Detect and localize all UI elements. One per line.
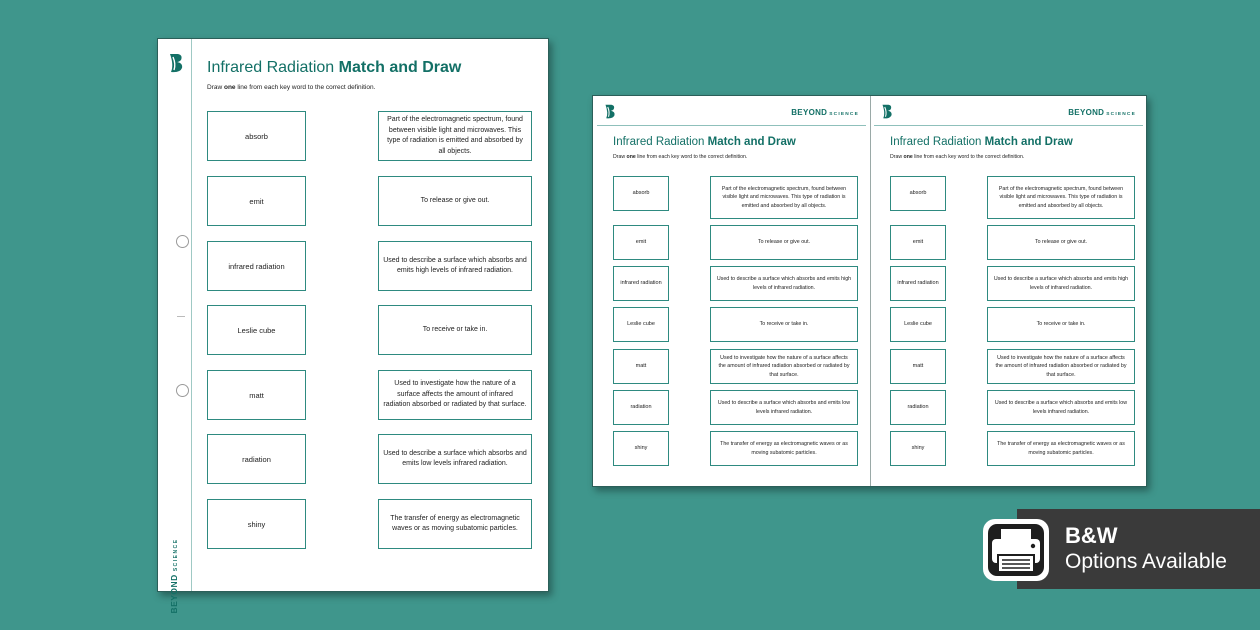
definition-box: The transfer of energy as electromagnetic waves or as moving subatomic particles. xyxy=(987,431,1135,466)
definition-box: Used to describe a surface which absorbs and emits high levels of infrared radiation. xyxy=(378,241,532,291)
punch-hole xyxy=(176,235,189,248)
header-rule xyxy=(874,125,1143,126)
keyword-box: emit xyxy=(207,176,306,226)
banner-title: B&W xyxy=(1065,523,1118,548)
definition-box: Used to describe a surface which absorbs and emits low levels infrared radiation. xyxy=(378,434,532,484)
definition-box: Used to describe a surface which absorbs and emits high levels of infrared radiation. xyxy=(710,266,858,301)
keyword-box: emit xyxy=(890,225,946,260)
keyword-box: absorb xyxy=(613,176,669,211)
definition-box: Used to describe a surface which absorbs and emits low levels infrared radiation. xyxy=(987,390,1135,425)
definition-box: Used to describe a surface which absorbs and emits high levels of infrared radiation. xyxy=(987,266,1135,301)
keyword-box: radiation xyxy=(207,434,306,484)
keyword-box: infrared radiation xyxy=(207,241,306,291)
keyword-box: matt xyxy=(890,349,946,384)
keyword-box: shiny xyxy=(613,431,669,466)
keyword-box: infrared radiation xyxy=(890,266,946,301)
punch-mark xyxy=(177,316,185,317)
definition-box: Part of the electromagnetic spectrum, found between visible light and microwaves. This type of radiation is emitted and absorbed by all objects. xyxy=(987,176,1135,219)
banner-subtitle: Options Available xyxy=(1065,550,1227,573)
definition-box: Used to investigate how the nature of a surface affects the amount of infrared radiation absorbed or radiated by that surface. xyxy=(987,349,1135,384)
beyond-logo-icon xyxy=(881,103,893,120)
worksheet-title: Infrared Radiation Match and Draw xyxy=(207,59,462,76)
keyword-box: infrared radiation xyxy=(613,266,669,301)
keyword-box: matt xyxy=(613,349,669,384)
keyword-box: shiny xyxy=(890,431,946,466)
keyword-box: Leslie cube xyxy=(890,307,946,342)
worksheet-landscape xyxy=(592,95,1147,487)
brand-label: BEYOND SCIENCE xyxy=(1068,108,1136,117)
definition-box: Part of the electromagnetic spectrum, found between visible light and microwaves. This type of radiation is emitted and absorbed by all objects. xyxy=(378,111,532,161)
worksheet-title: Infrared Radiation Match and Draw xyxy=(613,136,796,148)
beyond-logo-icon xyxy=(168,52,184,74)
keyword-box: matt xyxy=(207,370,306,420)
vertical-brand: BEYONDSCIENCE xyxy=(169,538,179,614)
keyword-box: radiation xyxy=(890,390,946,425)
worksheet-instruction: Draw one line from each key word to the correct definition. xyxy=(207,84,376,91)
definition-box: To release or give out. xyxy=(710,225,858,260)
worksheet-instruction: Draw one line from each key word to the correct definition. xyxy=(613,154,748,160)
worksheet-instruction: Draw one line from each key word to the correct definition. xyxy=(890,154,1025,160)
definition-box: To receive or take in. xyxy=(378,305,532,355)
beyond-logo-icon xyxy=(604,103,616,120)
definition-box: To receive or take in. xyxy=(987,307,1135,342)
definition-box: Used to describe a surface which absorbs and emits low levels infrared radiation. xyxy=(710,390,858,425)
keyword-box: shiny xyxy=(207,499,306,549)
margin-line xyxy=(191,39,192,591)
definition-box: To release or give out. xyxy=(378,176,532,226)
definition-box: Used to investigate how the nature of a surface affects the amount of infrared radiation absorbed or radiated by that surface. xyxy=(378,370,532,420)
worksheet-half-right xyxy=(870,96,1147,486)
keyword-box: absorb xyxy=(890,176,946,211)
keyword-box: Leslie cube xyxy=(613,307,669,342)
header-rule xyxy=(597,125,866,126)
definition-box: To release or give out. xyxy=(987,225,1135,260)
definition-box: Used to investigate how the nature of a surface affects the amount of infrared radiation absorbed or radiated by that surface. xyxy=(710,349,858,384)
worksheet-half-left xyxy=(593,96,870,486)
worksheet-portrait xyxy=(157,38,549,614)
definition-box: The transfer of energy as electromagnetic waves or as moving subatomic particles. xyxy=(710,431,858,466)
bw-options-banner xyxy=(1017,509,1260,589)
keyword-box: Leslie cube xyxy=(207,305,306,355)
keyword-box: emit xyxy=(613,225,669,260)
keyword-box: radiation xyxy=(613,390,669,425)
keyword-box: absorb xyxy=(207,111,306,161)
printer-icon xyxy=(981,517,1051,583)
worksheet-title: Infrared Radiation Match and Draw xyxy=(890,136,1073,148)
brand-label: BEYOND SCIENCE xyxy=(791,108,859,117)
definition-box: Part of the electromagnetic spectrum, found between visible light and microwaves. This type of radiation is emitted and absorbed by all objects. xyxy=(710,176,858,219)
definition-box: To receive or take in. xyxy=(710,307,858,342)
definition-box: The transfer of energy as electromagnetic waves or as moving subatomic particles. xyxy=(378,499,532,549)
punch-hole xyxy=(176,384,189,397)
